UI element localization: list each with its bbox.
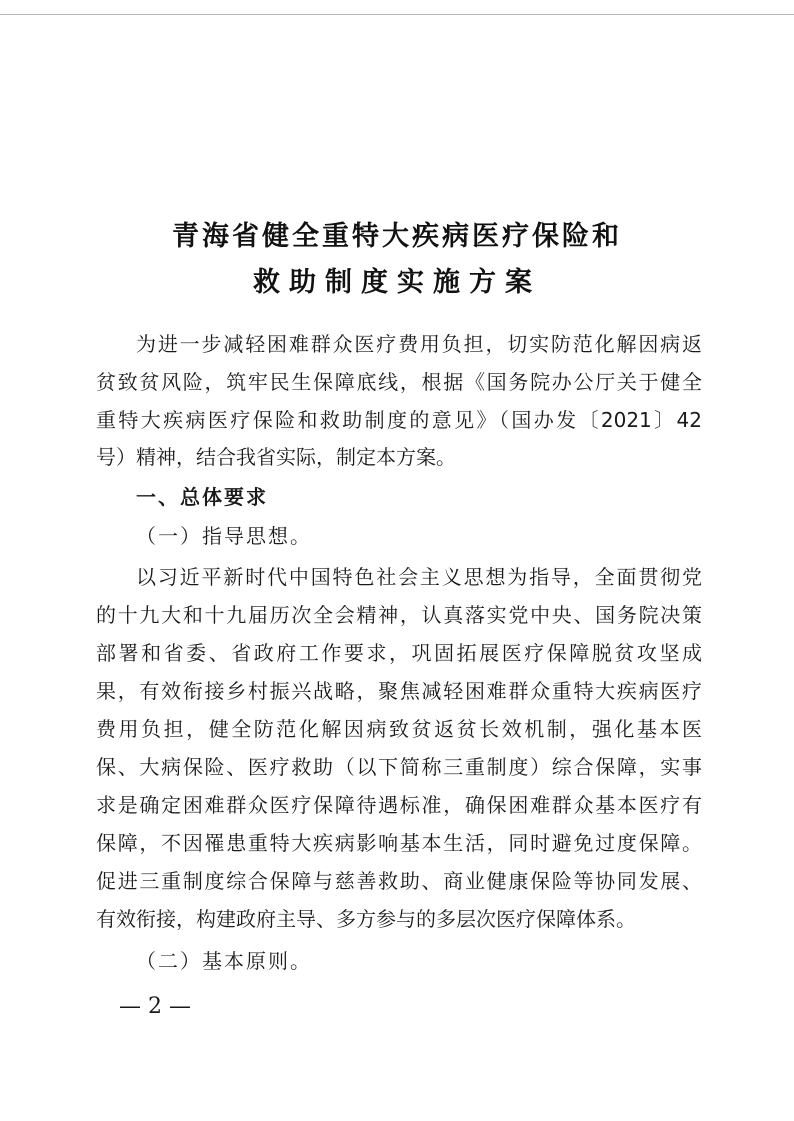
subsection-heading: （二）基本原则。 bbox=[136, 949, 312, 973]
body-paragraph-line: 果，有效衔接乡村振兴战略，聚焦减轻困难群众重特大疾病医疗 bbox=[96, 679, 702, 703]
body-paragraph-line: 有效衔接，构建政府主导、多方参与的多层次医疗保障体系。 bbox=[96, 907, 636, 931]
body-paragraph-line: 促进三重制度综合保障与慈善救助、商业健康保险等协同发展、 bbox=[96, 869, 702, 893]
section-heading: 一、总体要求 bbox=[136, 485, 268, 509]
top-border-line bbox=[0, 14, 794, 15]
body-paragraph-line: 的十九大和十九届历次全会精神，认真落实党中央、国务院决策 bbox=[96, 603, 702, 627]
body-paragraph-line: 以习近平新时代中国特色社会主义思想为指导，全面贯彻党 bbox=[136, 565, 702, 589]
intro-paragraph-line: 号）精神，结合我省实际，制定本方案。 bbox=[96, 445, 456, 469]
intro-paragraph-line: 贫致贫风险，筑牢民生保障底线，根据《国务院办公厅关于健全 bbox=[96, 370, 702, 394]
subsection-heading: （一）指导思想。 bbox=[136, 524, 312, 548]
body-paragraph-line: 求是确定困难群众医疗保障待遇标准，确保困难群众基本医疗有 bbox=[96, 793, 702, 817]
document-title-line-2: 救助制度实施方案 bbox=[253, 267, 541, 298]
intro-paragraph-line: 重特大疾病医疗保险和救助制度的意见》（国办发〔2021〕42 bbox=[96, 408, 702, 432]
page-number: — 2 — bbox=[119, 994, 191, 1019]
intro-paragraph-line: 为进一步减轻困难群众医疗费用负担，切实防范化解因病返 bbox=[136, 332, 702, 356]
body-paragraph-line: 保、大病保险、医疗救助（以下简称三重制度）综合保障，实事 bbox=[96, 755, 702, 779]
body-paragraph-line: 费用负担，健全防范化解因病致贫返贫长效机制，强化基本医 bbox=[96, 717, 702, 741]
body-paragraph-line: 保障，不因罹患重特大疾病影响基本生活，同时避免过度保障。 bbox=[96, 831, 702, 855]
document-title-line-1: 青海省健全重特大疾病医疗保险和 bbox=[172, 221, 622, 252]
body-paragraph-line: 部署和省委、省政府工作要求，巩固拓展医疗保障脱贫攻坚成 bbox=[96, 641, 702, 665]
